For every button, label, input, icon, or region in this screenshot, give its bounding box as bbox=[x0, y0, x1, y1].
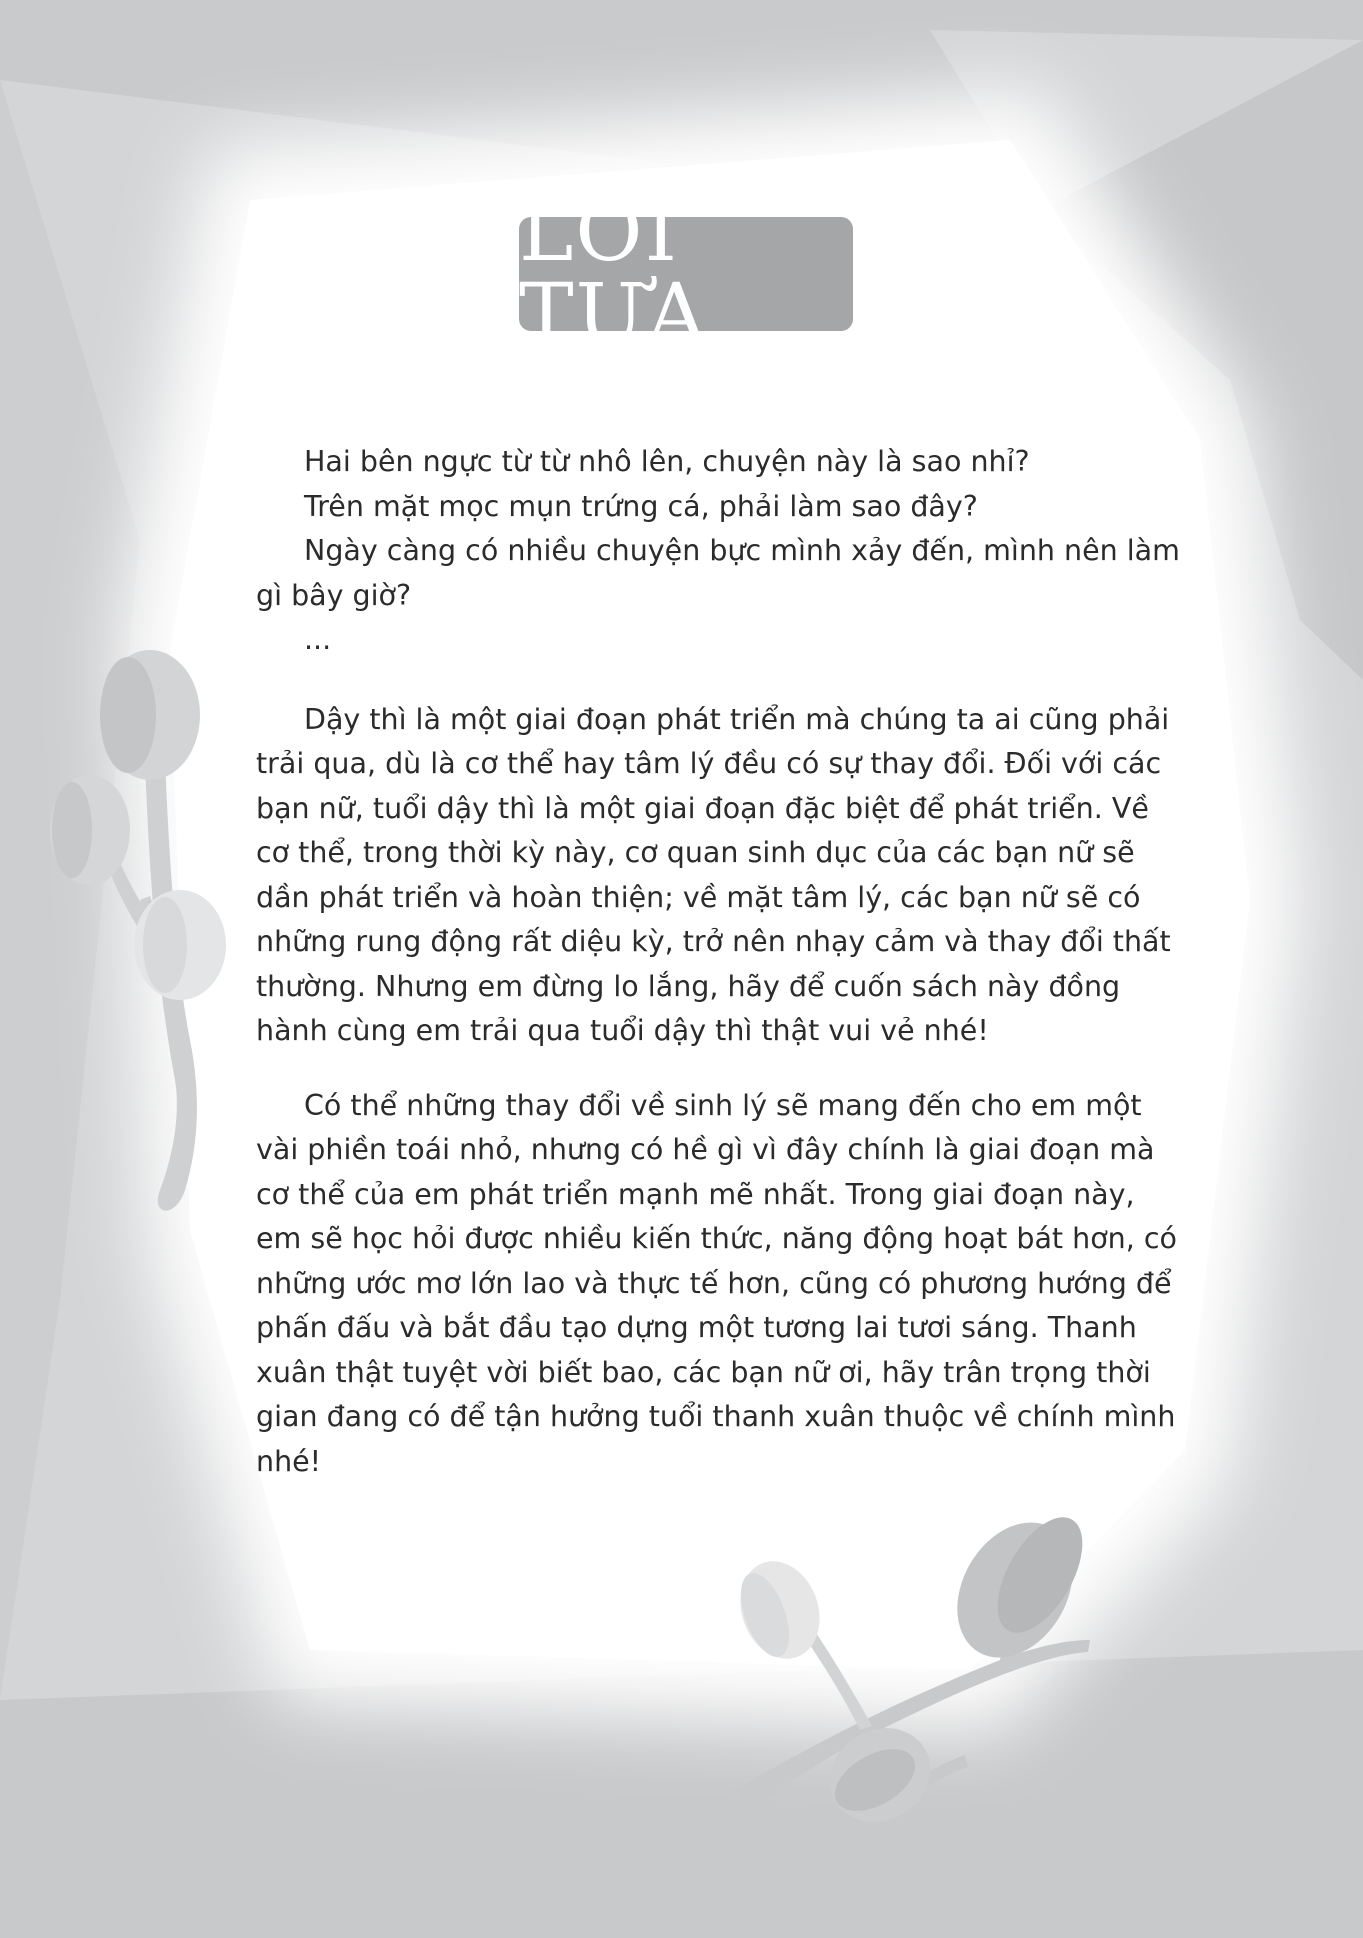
paragraph: Ngày càng có nhiều chuyện bực mình xảy đến, mình nên làm gì bây giờ? bbox=[256, 534, 1180, 612]
paragraph: Dậy thì là một giai đoạn phát triển mà chúng ta ai cũng phải trải qua, dù là cơ thể hay tâm lý đều có sự thay đổi. Đối với các bạn nữ, tuổi dậy thì là một giai đoạn đặc biệt để phát triển. Về cơ thể, trong thời kỳ này, cơ quan sinh dục của các bạn nữ sẽ dần phát triển và hoàn thiện; về mặt tâm lý, các bạn nữ sẽ có những rung động rất diệu kỳ, trở nên nhạy cảm và thay đổi thất thường. Nhưng em đừng lo lắng, hãy để cuốn sách này đồng hành cùng em trải qua tuổi dậy thì thật vui vẻ nhé! bbox=[256, 702, 1171, 1047]
page-title: LỜI TỰA bbox=[519, 185, 709, 362]
preface-body bbox=[256, 440, 1180, 1484]
paragraph: Có thể những thay đổi về sinh lý sẽ mang đến cho em một vài phiền toái nhỏ, nhưng có hề gì vì đây chính là giai đoạn mà cơ thể của em phát triển mạnh mẽ nhất. Trong giai đoạn này, em sẽ học hỏi được nhiều kiến thức, năng động hoạt bát hơn, có những ước mơ lớn lao và thực tế hơn, cũng có phương hướng để phấn đấu và bắt đầu tạo dựng một tương lai tươi sáng. Thanh xuân thật tuyệt vời biết bao, các bạn nữ ơi, hãy trân trọng thời gian đang có để tận hưởng tuổi thanh xuân thuộc về chính mình nhé! bbox=[256, 1088, 1177, 1478]
ellipsis-line: ... bbox=[304, 623, 332, 656]
title-banner bbox=[519, 185, 853, 362]
paragraph: Hai bên ngực từ từ nhô lên, chuyện này là sao nhỉ? bbox=[304, 445, 1030, 478]
paragraph: Trên mặt mọc mụn trứng cá, phải làm sao đây? bbox=[304, 489, 978, 523]
